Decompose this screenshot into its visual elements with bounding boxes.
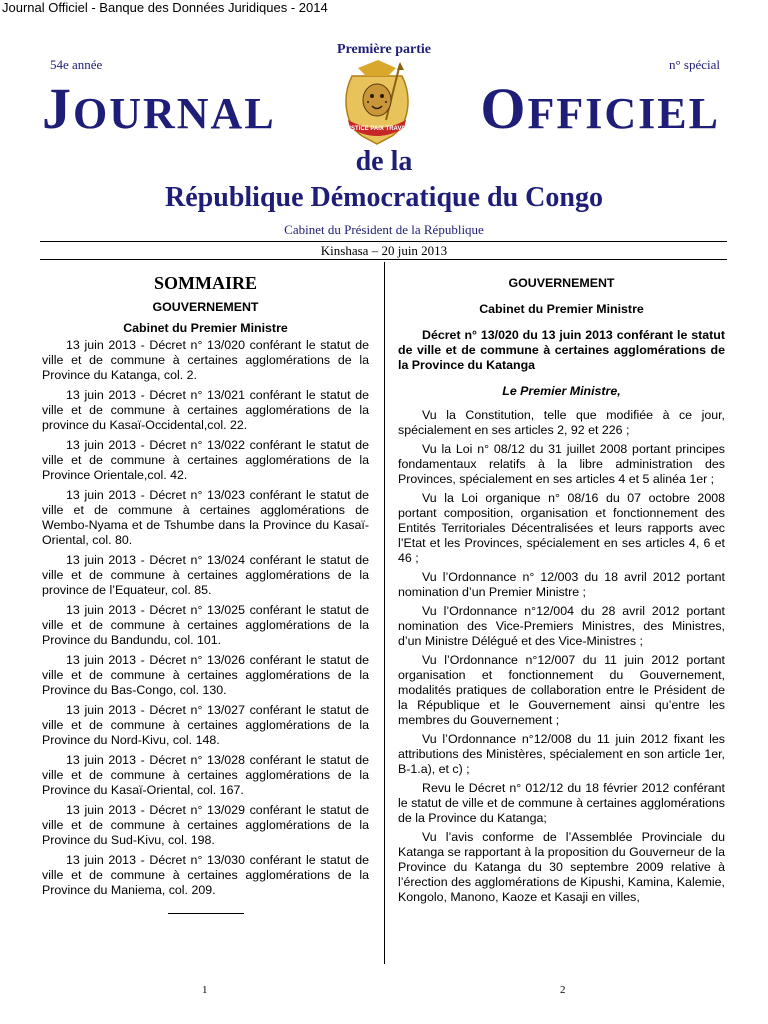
summary-entry: 13 juin 2013 - Décret n° 13/020 conférant le statut de ville et de commune à certaines agglomérations de la Province du Katanga, col. 2. bbox=[42, 338, 369, 382]
summary-section-heading: GOUVERNEMENT bbox=[152, 300, 259, 314]
decree-paragraph: Vu la Constitution, telle que modifiée à ce jour, spécialement en ses articles 2, 92 et 226 ; bbox=[398, 408, 725, 437]
decree-section-heading: GOUVERNEMENT bbox=[508, 276, 615, 290]
summary-entry: 13 juin 2013 - Décret n° 13/023 conférant le statut de ville et de commune à certaines agglomérations de Wembo-Nyama et de Tshumbe dans la Province du Kasaï-Oriental, col. 80. bbox=[42, 488, 369, 547]
decree-paragraph: Vu la Loi n° 08/12 du 31 juillet 2008 portant principes fondamentaux relatifs à la libre administration des Provinces, spécialement en ses articles 4 et 5 alinéa 1er ; bbox=[398, 442, 725, 486]
decree-paragraph: Vu l’Ordonnance n° 12/003 du 18 avril 2012 portant nomination d’un Premier Ministre ; bbox=[398, 570, 725, 599]
part-label: Première partie bbox=[337, 42, 431, 57]
subtitle-de-la: de la bbox=[355, 146, 413, 177]
svg-text:JUSTICE PAIX TRAVAIL: JUSTICE PAIX TRAVAIL bbox=[343, 126, 411, 132]
decree-paragraph: Vu l’Ordonnance n°12/007 du 11 juin 2012 portant organisation et fonctionnement du Gouvernement, modalités pratiques de collaboration entre le Président de la République et le Gouvernement ainsi qu’entre les membres du Gouvernement ; bbox=[398, 653, 725, 727]
top-rule bbox=[40, 241, 727, 242]
summary-entry: 13 juin 2013 - Décret n° 13/028 conférant le statut de ville et de commune à certaines agglomérations de la Province du Kasaï-Oriental, col. 167. bbox=[42, 753, 369, 797]
summary-entry: 13 juin 2013 - Décret n° 13/030 conférant le statut de ville et de commune à certaines agglomérations de la Province du Maniema, col. 209. bbox=[42, 853, 369, 897]
year-label: 54e année bbox=[50, 57, 103, 72]
republic-title: République Démocratique du Congo bbox=[165, 182, 603, 213]
summary-entry: 13 juin 2013 - Décret n° 13/029 conférant le statut de ville et de commune à certaines agglomérations de la Province du Sud-Kivu, col. 198. bbox=[42, 803, 369, 847]
page-number-right: 2 bbox=[560, 984, 566, 996]
summary-column bbox=[42, 270, 369, 918]
column-divider bbox=[384, 262, 385, 964]
decree-paragraph: Revu le Décret n° 012/12 du 18 février 2012 conférant le statut de ville et de commune à certaines agglomérations de la Province du Katanga; bbox=[398, 781, 725, 825]
coat-of-arms-emblem bbox=[338, 58, 416, 150]
date-rule bbox=[40, 259, 727, 260]
summary-entry: 13 juin 2013 - Décret n° 13/025 conférant le statut de ville et de commune à certaines agglomérations de la Province du Bandundu, col. 101. bbox=[42, 603, 369, 647]
decree-paragraph: Vu l’Ordonnance n°12/004 du 28 avril 2012 portant nomination des Vice-Premiers Ministres, des Ministres, d’un Ministre Délégué et des Vice-Ministres ; bbox=[398, 604, 725, 648]
decree-author: Le Premier Ministre, bbox=[502, 384, 621, 398]
summary-entry: 13 juin 2013 - Décret n° 13/022 conférant le statut de ville et de commune à certaines agglomérations de la Province Orientale,col. 42. bbox=[42, 438, 369, 482]
decree-paragraph: Vu l’avis conforme de l’Assemblée Provinciale du Katanga se rapportant à la proposition du Gouverneur de la Province du Katanga du 30 septembre 2009 relative à l’érection des agglomérations de Kipushi, Kamina, Kalemie, Kongolo, Manono, Kaoze et Kasaji en villes, bbox=[398, 830, 725, 904]
decree-paragraph: Vu l’Ordonnance n°12/008 du 11 juin 2012 fixant les attributions des Ministères, spécialement en son article 1er, B-1.a), et c) ; bbox=[398, 732, 725, 776]
place-date: Kinshasa – 20 juin 2013 bbox=[320, 243, 448, 258]
issue-label: n° spécial bbox=[668, 57, 720, 72]
summary-end-separator bbox=[42, 903, 369, 918]
decree-title: Décret n° 13/020 du 13 juin 2013 conférant le statut de ville et de commune à certaines agglomérations de la Province du Katanga bbox=[398, 328, 725, 372]
summary-entry: 13 juin 2013 - Décret n° 13/024 conférant le statut de ville et de commune à certaines agglomérations de la province de l’Equateur, col. 85. bbox=[42, 553, 369, 597]
summary-entry: 13 juin 2013 - Décret n° 13/021 conférant le statut de ville et de commune à certaines agglomérations de la province du Kasaï-Occidental,col. 22. bbox=[42, 388, 369, 432]
summary-subsection-heading: Cabinet du Premier Ministre bbox=[123, 321, 288, 335]
officiel-word: OFFICIEL bbox=[480, 76, 720, 141]
summary-entry: 13 juin 2013 - Décret n° 13/026 conférant le statut de ville et de commune à certaines agglomérations de la Province du Bas-Congo, col. 130. bbox=[42, 653, 369, 697]
sommaire-heading: SOMMAIRE bbox=[154, 273, 257, 293]
journal-word: JOURNAL bbox=[42, 76, 276, 141]
cabinet-line: Cabinet du Président de la République bbox=[284, 222, 484, 237]
decree-paragraph: Vu la Loi organique n° 08/16 du 07 octobre 2008 portant composition, organisation et fonctionnement des Entités Territoriales Décentralisées et leurs rapports avec l’Etat et les Provinces, spécialement en ses articles 4, 6 et 46 ; bbox=[398, 491, 725, 565]
summary-entry: 13 juin 2013 - Décret n° 13/027 conférant le statut de ville et de commune à certaines agglomérations de la Province du Nord-Kivu, col. 148. bbox=[42, 703, 369, 747]
page-number-left: 1 bbox=[202, 984, 208, 996]
decree-column bbox=[398, 270, 725, 909]
source-bar: Journal Officiel - Banque des Données Juridiques - 2014 bbox=[2, 0, 328, 15]
decree-subsection-heading: Cabinet du Premier Ministre bbox=[479, 302, 644, 316]
